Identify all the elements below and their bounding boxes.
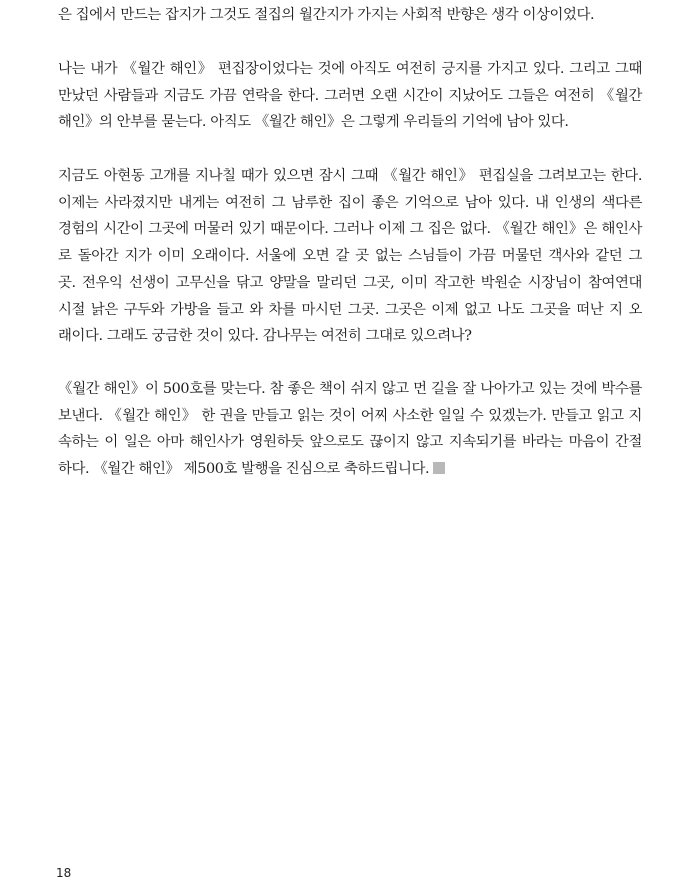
- paragraph-3: [58, 163, 642, 350]
- text-line: 《월간 해인》이 500호를 맞는다. 참 좋은 책이 쉬지 않고 먼 길을 잘 나아가고 있는 것에 박수를: [58, 381, 642, 397]
- paragraph-1: [58, 2, 642, 29]
- text-line: 은 집에서 만드는 잡지가 그것도 절집의 월간지가 가지는 사회적 반향은 생각 이상이었다.: [58, 7, 595, 23]
- paragraph-4: [58, 376, 642, 483]
- text-line: 래이다. 그래도 궁금한 것이 있다. 감나무는 여전히 그대로 있으려나?: [58, 328, 472, 345]
- text-line: 보낸다. 《월간 해인》 한 권을 만들고 읽는 것이 어찌 사소한 일일 수 있겠는가. 만들고 읽고 지: [58, 407, 642, 424]
- text-line-with-end-mark: [58, 456, 642, 483]
- text-line: 하다. 《월간 해인》 제500호 발행을 진심으로 축하드립니다.: [58, 461, 430, 478]
- text-line: 시절 낡은 구두와 가방을 들고 와 차를 마시던 그곳. 그곳은 이제 없고 나도 그곳을 떠난 지 오: [58, 301, 642, 318]
- text-line: 만났던 사람들과 지금도 가끔 연락을 한다. 그러면 오랜 시간이 지났어도 그들은 여전히 《월간: [58, 87, 642, 104]
- paragraph-2: [58, 56, 642, 136]
- text-line: 해인》의 안부를 묻는다. 아직도 《월간 해인》은 그렇게 우리들의 기억에 남아 있다.: [58, 114, 569, 131]
- text-line: 나는 내가 《월간 해인》 편집장이었다는 것에 아직도 여전히 긍지를 가지고 있다. 그리고 그때: [58, 61, 642, 77]
- text-line: 로 돌아간 지가 이미 오래이다. 서울에 오면 갈 곳 없는 스님들이 가끔 머물던 객사와 같던 그: [58, 248, 642, 265]
- text-line: 곳. 전우익 선생이 고무신을 닦고 양말을 말리던 그곳, 이미 작고한 박원순 시장님이 참여연대: [58, 274, 642, 291]
- end-mark-icon: [433, 462, 445, 474]
- text-line: 이제는 사라졌지만 내게는 여전히 그 남루한 집이 좋은 기억으로 남아 있다. 내 인생의 색다른: [58, 194, 642, 211]
- text-line: 지금도 아현동 고개를 지나칠 때가 있으면 잠시 그때 《월간 해인》 편집실을 그려보고는 한다.: [58, 168, 642, 184]
- page-number: 18: [56, 866, 72, 880]
- text-line: 경험의 시간이 그곳에 머물러 있기 때문이다. 그러나 이제 그 집은 없다. 《월간 해인》은 해인사: [58, 221, 642, 238]
- text-line: 속하는 이 일은 아마 해인사가 영원하듯 앞으로도 끊이지 않고 지속되기를 바라는 마음이 간절: [58, 434, 642, 451]
